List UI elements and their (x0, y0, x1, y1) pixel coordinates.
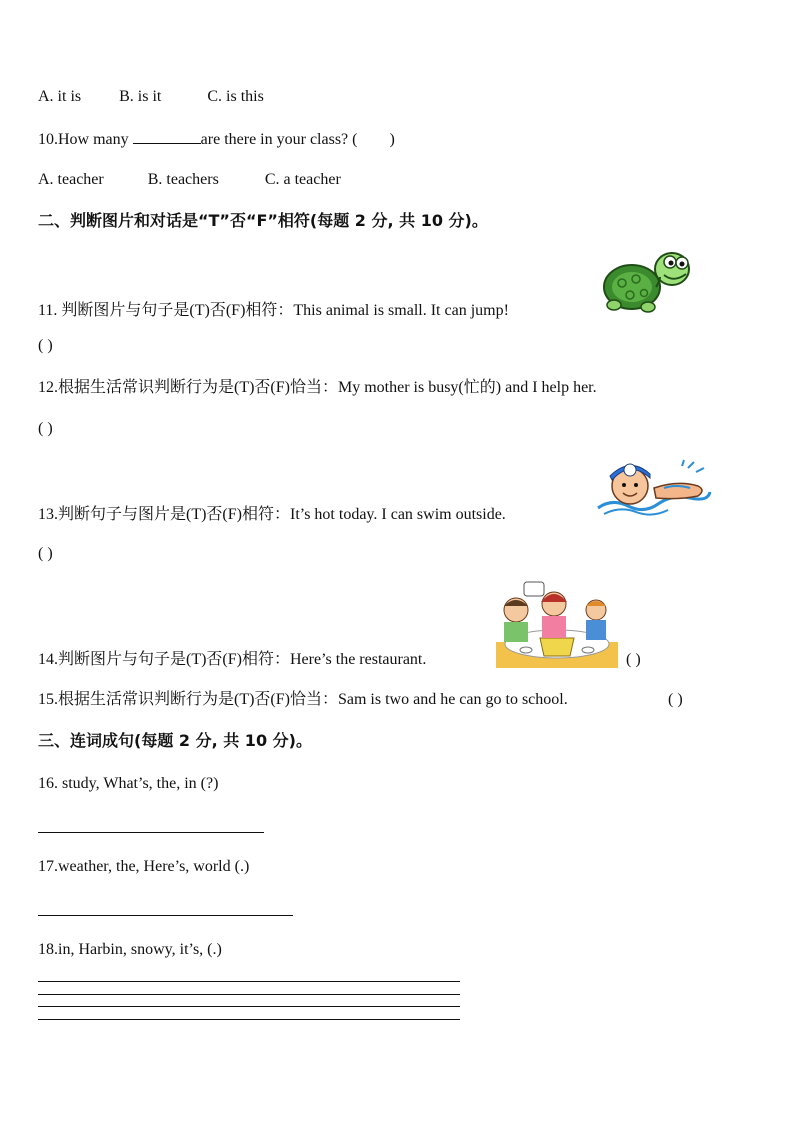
q14-text: 14.判断图片与句子是(T)否(F)相符：Here’s the restaurant. (38, 651, 427, 668)
q10-suffix: are there in your class? ( (200, 131, 358, 148)
q18-answer-line-1[interactable] (38, 981, 460, 982)
q15-answer-paren[interactable]: ( ) (668, 691, 683, 708)
q11-text: 11. 判断图片与句子是(T)否(F)相符：This animal is small. It can jump! (38, 302, 509, 319)
q10-option-b[interactable]: B. teachers (147, 171, 219, 188)
q14-answer-paren[interactable]: ( ) (626, 651, 641, 668)
turtle-picture (598, 247, 694, 317)
q10-close-paren: ) (389, 131, 395, 148)
q18-answer-line-3[interactable] (38, 1006, 460, 1007)
q13-text: 13.判断句子与图片是(T)否(F)相符：It’s hot today. I can swim outside. (38, 506, 506, 523)
q9-options (38, 87, 264, 107)
swimmer-picture (594, 458, 712, 520)
q18-text: 18.in, Harbin, snowy, it’s, (.) (38, 941, 222, 958)
q16-answer-line[interactable] (38, 832, 264, 833)
q10-options (38, 170, 341, 190)
q16-text: 16. study, What’s, the, in (?) (38, 775, 219, 792)
section2-heading: 二、判断图片和对话是“T”否“F”相符(每题 2 分, 共 10 分)。 (38, 211, 488, 230)
restaurant-picture (496, 580, 618, 668)
q11-answer-paren[interactable]: ( ) (38, 337, 53, 354)
q10-option-a[interactable]: A. teacher (38, 171, 104, 188)
q12-answer-paren[interactable]: ( ) (38, 420, 53, 437)
q9-option-c[interactable]: C. is this (207, 88, 264, 105)
q9-option-b[interactable]: B. is it (119, 88, 162, 105)
q18-answer-line-2[interactable] (38, 994, 460, 995)
q14-line (38, 650, 426, 670)
q12-text: 12.根据生活常识判断行为是(T)否(F)恰当：My mother is busy(忙的) and I help her. (38, 379, 597, 396)
q17-text: 17.weather, the, Here’s, world (.) (38, 858, 250, 875)
q15-line (38, 690, 568, 710)
q10-option-c[interactable]: C. a teacher (264, 171, 341, 188)
q10-question (38, 129, 395, 150)
q15-text: 15.根据生活常识判断行为是(T)否(F)恰当：Sam is two and he can go to school. (38, 691, 568, 708)
q9-option-a[interactable]: A. it is (38, 88, 82, 105)
q10-prefix: 10.How many (38, 131, 133, 148)
q13-answer-paren[interactable]: ( ) (38, 545, 53, 562)
q18-answer-line-4[interactable] (38, 1019, 460, 1020)
q17-answer-line[interactable] (38, 915, 293, 916)
q10-blank[interactable] (133, 129, 201, 144)
section3-heading: 三、连词成句(每题 2 分, 共 10 分)。 (38, 731, 312, 750)
